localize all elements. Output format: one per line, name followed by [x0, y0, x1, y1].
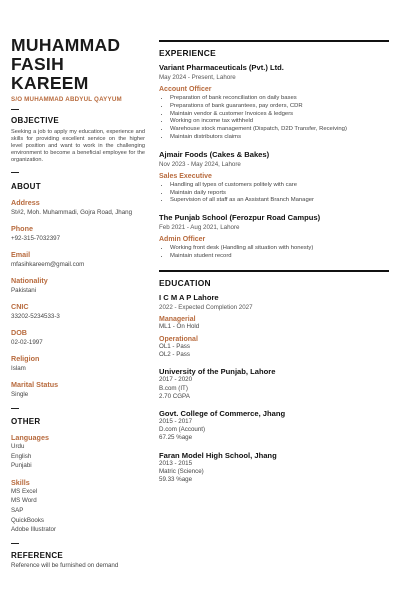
job-dates: Nov 2023 - May 2024, Lahore: [159, 160, 241, 168]
about-title: ABOUT: [11, 182, 41, 191]
experience-title: EXPERIENCE: [159, 48, 216, 58]
duty-item: • Working on income tax withheld: [170, 118, 389, 126]
parent-name: S/O MUHAMMAD ABDYUL QAYYUM: [11, 96, 122, 103]
company-name: The Punjab School (Ferozpur Road Campus): [159, 213, 321, 223]
skill-item: SAP: [11, 506, 24, 514]
job-entry: [159, 63, 389, 142]
name-line-2: FASIH KAREEM: [11, 54, 89, 93]
duty-item: • Working front desk (Handling all situation with honesty): [170, 245, 389, 253]
divider: [11, 172, 19, 173]
operational-item: OL2 - Pass: [159, 351, 190, 359]
job-dates: Feb 2021 - Aug 2021, Lahore: [159, 224, 240, 232]
skills-list: [11, 488, 145, 535]
education-entries: [159, 367, 389, 484]
language-item: English: [11, 452, 32, 460]
about-label: Phone: [11, 224, 33, 233]
company-name: Ajmair Foods (Cakes & Bakes): [159, 149, 270, 159]
other-title: OTHER: [11, 417, 41, 426]
about-label: Email: [11, 250, 31, 259]
divider: [11, 408, 19, 409]
reference-text: Reference will be furnished on demand: [11, 561, 119, 569]
education-detail: 2015 - 2017: [159, 417, 193, 425]
duty-item: • Handling all types of customers politely with care: [170, 182, 389, 190]
icmap-status: 2022 - Expected Completion 2027: [159, 303, 253, 311]
education-entry: [159, 367, 389, 401]
about-value: Islam: [11, 365, 26, 372]
icmap-title: I C M A P Lahore: [159, 292, 219, 302]
duty-item: • Supervision of all staff as an Assistant Branch Manager: [170, 197, 389, 205]
education-detail: 67.25 %age: [159, 434, 193, 442]
duty-item: • Warehouse stock management (Dispatch, D2D Transfer, Receiving): [170, 126, 389, 134]
duty-item: • Maintain distributors claims: [170, 134, 389, 142]
duty-item: • Preparation of bank reconciliation on daily bases: [170, 95, 389, 103]
education-detail: Matric (Science): [159, 467, 204, 475]
reference-title: REFERENCE: [11, 550, 64, 560]
about-label: CNIC: [11, 302, 29, 311]
skill-item: MS Word: [11, 497, 37, 505]
operational-label: Operational: [159, 335, 198, 343]
skill-item: QuickBooks: [11, 516, 45, 524]
education-detail: 2017 - 2020: [159, 376, 193, 384]
managerial-item: ML1 - On Hold: [159, 322, 200, 330]
institution-name: Govt. College of Commerce, Jhang: [159, 408, 286, 418]
jobs-list: [159, 63, 389, 261]
education-entry: [159, 409, 389, 443]
about-value: 02-02-1997: [11, 339, 43, 346]
managerial-list: [159, 323, 389, 331]
company-name: Variant Pharmaceuticals (Pvt.) Ltd.: [159, 63, 284, 72]
job-role: Account Officer: [159, 86, 212, 93]
name-line-1: MUHAMMAD: [11, 35, 121, 55]
objective-title: OBJECTIVE: [11, 116, 60, 125]
job-role: Sales Executive: [159, 172, 212, 180]
language-item: Urdu: [11, 443, 25, 450]
about-value: St#2, Moh. Muhammadi, Gojra Road, Jhang: [11, 209, 133, 216]
education-title: EDUCATION: [159, 277, 211, 288]
duties-list: [159, 182, 389, 205]
about-label: Marital Status: [11, 380, 59, 389]
about-value: 33202-5234533-3: [11, 313, 60, 320]
education-detail: 2013 - 2015: [159, 459, 193, 467]
duties-list: [159, 95, 389, 142]
about-label: Religion: [11, 354, 40, 363]
operational-item: OL1 - Pass: [159, 342, 190, 350]
job-dates: May 2024 - Present, Lahore: [159, 74, 236, 81]
job-entry: [159, 213, 389, 261]
about-value: +92-315-7032397: [11, 235, 61, 242]
institution-name: Faran Model High School, Jhang: [159, 450, 277, 460]
managerial-label: Managerial: [159, 315, 196, 323]
duty-item: • Maintain student record: [170, 253, 389, 261]
duties-list: [159, 245, 389, 261]
education-detail: B.com (IT): [159, 384, 188, 392]
left-column: [11, 36, 145, 570]
duty-item: • Maintain daily reports: [170, 190, 389, 198]
about-value: Pakistani: [11, 287, 37, 294]
about-list: [11, 198, 145, 399]
languages-label: Languages: [11, 433, 49, 442]
divider: [11, 109, 19, 110]
education-detail: D.com (Account): [159, 426, 206, 434]
language-item: Punjabi: [11, 462, 32, 470]
objective-text: Seeking a job to apply my education, experience and skills for providing excellent service on the higher level position and want to work in the challenging environment to become a beneficial employee for the organization.: [11, 129, 145, 163]
about-value: Single: [11, 391, 29, 398]
education-detail: 59.33 %age: [159, 476, 193, 483]
skill-item: MS Excel: [11, 487, 38, 495]
about-label: Nationality: [11, 276, 48, 285]
education-detail: 2.70 CGPA: [159, 392, 190, 400]
about-value: mfasihkareem@gmail.com: [11, 261, 85, 268]
job-entry: [159, 150, 389, 205]
education-section: [159, 270, 389, 484]
job-role: Admin Officer: [159, 236, 206, 244]
experience-section: [159, 40, 389, 261]
operational-list: [159, 343, 389, 359]
skills-label: Skills: [11, 477, 30, 487]
divider: [11, 543, 19, 544]
right-column: [159, 40, 389, 484]
education-entry: [159, 451, 389, 485]
institution-name: University of the Punjab, Lahore: [159, 367, 276, 377]
duty-item: • Preparations of bank guarantees, pay orders, CDR: [170, 103, 389, 111]
about-label: DOB: [11, 328, 27, 337]
skill-item: Adobe Illustrator: [11, 526, 57, 534]
languages-list: [11, 443, 145, 471]
about-label: Address: [11, 198, 40, 207]
duty-item: • Maintain vendor & customer Invoices & ledgers: [170, 111, 389, 119]
